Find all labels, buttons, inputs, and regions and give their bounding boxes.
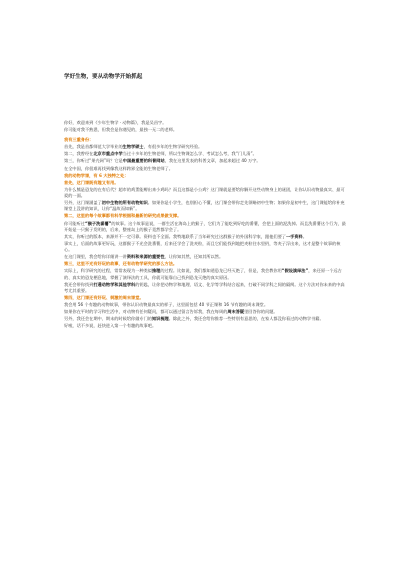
paragraph (64, 158, 348, 164)
paragraph (64, 241, 348, 253)
paragraph (64, 234, 348, 240)
section-heading (64, 137, 348, 143)
bold-text: 初中生物的所有动物知识 (101, 200, 148, 206)
section-heading (64, 295, 348, 301)
text-run: 另外，这门课涵盖了 (64, 200, 102, 206)
text-run: 好啦，话不多说，赶快进入第一个有趣的故事吧。 (64, 323, 157, 329)
bold-text: 知识梳理 (151, 316, 169, 322)
text-run: 实际上，科学研究的过程，常常表现为一种类似 (64, 268, 152, 274)
text-run: 第三，这里不光有好玩的故事，还有动物学研究的那么方法。 (64, 261, 178, 267)
paragraph (64, 120, 348, 126)
bold-text: 北京市重点中学 (93, 151, 123, 157)
text-run: 的过程。比如说，我们都知道恐龙已经灭绝了，但是，我会教你用 (160, 268, 282, 274)
section-heading (64, 173, 348, 179)
text-run: ，让你知其然，还知其所以然。 (164, 254, 224, 260)
paragraph (64, 268, 348, 280)
text-run: 我会用 56 个有趣的动物故事，带你认识动物最真实的样子，这里面包括 40 节正课和 16 节有趣的周末课堂。 (64, 302, 269, 308)
text-run: 当过十多年的生物老师，所以生物课怎么学、考试怎么考，我“门儿清”。 (122, 151, 257, 157)
paragraph (64, 221, 348, 233)
text-run: 在这门课里，我会给你详细讲一讲 (64, 254, 127, 260)
bold-text: 生物学硕士 (122, 144, 144, 150)
bold-text: 资料和来源的重要性 (126, 254, 165, 260)
text-run: 第二，我曾经在 (64, 151, 94, 157)
paragraph (64, 151, 348, 157)
section-heading (64, 261, 348, 267)
paragraph (64, 200, 348, 212)
text-run: 为什么熊是恐龙的在有后代？超市的鸡蛋能孵出来小鸡吗？而且这都是小公鸡？这门课就是要给你解开这些动物身上的谜团，让你认识动物最真实、最可爱的一面。 (64, 186, 345, 199)
document-title: 学好生物，要从动物学开始抓起 (64, 74, 143, 80)
text-run: ，我在这里发表的科普文章，加起来超过 40 万字。 (164, 158, 261, 164)
text-run: 里回答你的问题。 (244, 309, 278, 315)
paragraph (64, 309, 348, 315)
text-run: 其实，你听过的版本，来源并不一定可靠。资料也不全面。我特地联系了当年研究过这群猴子的外国科学家，跟他们要了 (64, 233, 286, 239)
paragraph (64, 144, 348, 150)
text-run: 如果你在平时的学习和生活中，对动物有任何疑问，都可以通过留言告诉我，我在每周的 (64, 309, 228, 315)
paragraph (64, 323, 348, 329)
paragraph (64, 302, 348, 308)
text-run: 的钥匙，让你把动物学和地理、语文、化学等学科结合起来，打破不同学科之间的隔阂。这个方法对你未来的中高考尤其重要。 (64, 281, 345, 293)
bold-text: “假设演绎法” (281, 268, 309, 274)
text-run: 另外，我还会在期中、期末的时候给你做专门的 (64, 316, 152, 322)
text-run: 在全中国，你很难再找到像我这样跨界全能的生物老师了。 (64, 165, 173, 171)
text-run: 的故事。这个故事是说，一群生活在海岛上的猴子，它们为了能吃到好吃的番薯，会把上面的泥洗掉。而且洗番薯这个行为，最开始是一只猴子发明的，后来，整座岛上的猴子竟然都学会了。 (64, 220, 346, 232)
text-run: ，有很多年的生物学研究经验。 (143, 144, 203, 150)
text-run: 第三，你听过“果壳网”吗？它是 (64, 158, 123, 164)
paragraph (64, 127, 348, 133)
paragraph (64, 316, 348, 322)
text-run: ，来还原一个远古的、真实的恐龙栖息地，掌握了演绎法的工具，你就可能靠自己找到恐龙灭绝的真实原因。 (64, 268, 342, 280)
paragraph (64, 254, 348, 260)
bold-text: 周末答疑 (227, 309, 245, 315)
text-run: 你好，欢迎来到《少年生物学 · 动物篇》，我是吴昌宇。 (64, 120, 167, 125)
bold-text: 推理 (151, 268, 161, 274)
bold-text: 中国最重要的科普网站 (122, 158, 165, 164)
bold-text: 打通动物学和其他学科 (93, 281, 136, 287)
text-run: 。 (302, 233, 307, 239)
text-run: 你可能对我不熟悉，但我会是你遇见的，最独一无二的老师。 (64, 127, 178, 133)
section-heading (64, 213, 348, 219)
text-run: 第二，这里的每个故事都有科学根据和最新的研究成果做支撑。 (64, 213, 182, 219)
bold-text: 一手资料 (285, 233, 303, 239)
document-body (64, 120, 348, 330)
bold-text: “猴子洗番薯” (84, 220, 112, 226)
text-run: 事实上，后面的故事更好玩，这群猴子不光会洗番薯，后来还学会了洗麦粒，而且它们能找到地把麦粒往水里扔，等麦子浮出来，这才是整个故事的核心。 (64, 240, 341, 253)
section-heading (64, 180, 348, 186)
text-run: 第四，这门课还有好玩、刺激的周末课堂。 (64, 295, 144, 300)
text-run: 我还会带你找到 (64, 281, 94, 287)
paragraph (64, 187, 348, 199)
text-run: 我有三重身份： (64, 137, 94, 143)
text-run: 你可能听过 (64, 220, 85, 226)
text-run: 。除此之外，我还会给你推荐一些特别有意思的，在家人都没你看过的动物学书籍。 (168, 316, 324, 322)
paragraph (64, 282, 348, 294)
paragraph (64, 166, 348, 172)
text-run: 首先，我是首都师范大学毕业的 (64, 144, 123, 150)
text-run: 首先，这门课既有趣又有用。 (64, 179, 119, 185)
text-run: 我的动物学课，有 6 大独特之处： (64, 172, 129, 178)
text-run: 。如果你是小学生，也别担心不懂，这门课会带你走先领略初中生物；如果你是初中生，这门课能给你补充课堂上没讲的知识，让你“温故而知新”。 (64, 200, 345, 212)
